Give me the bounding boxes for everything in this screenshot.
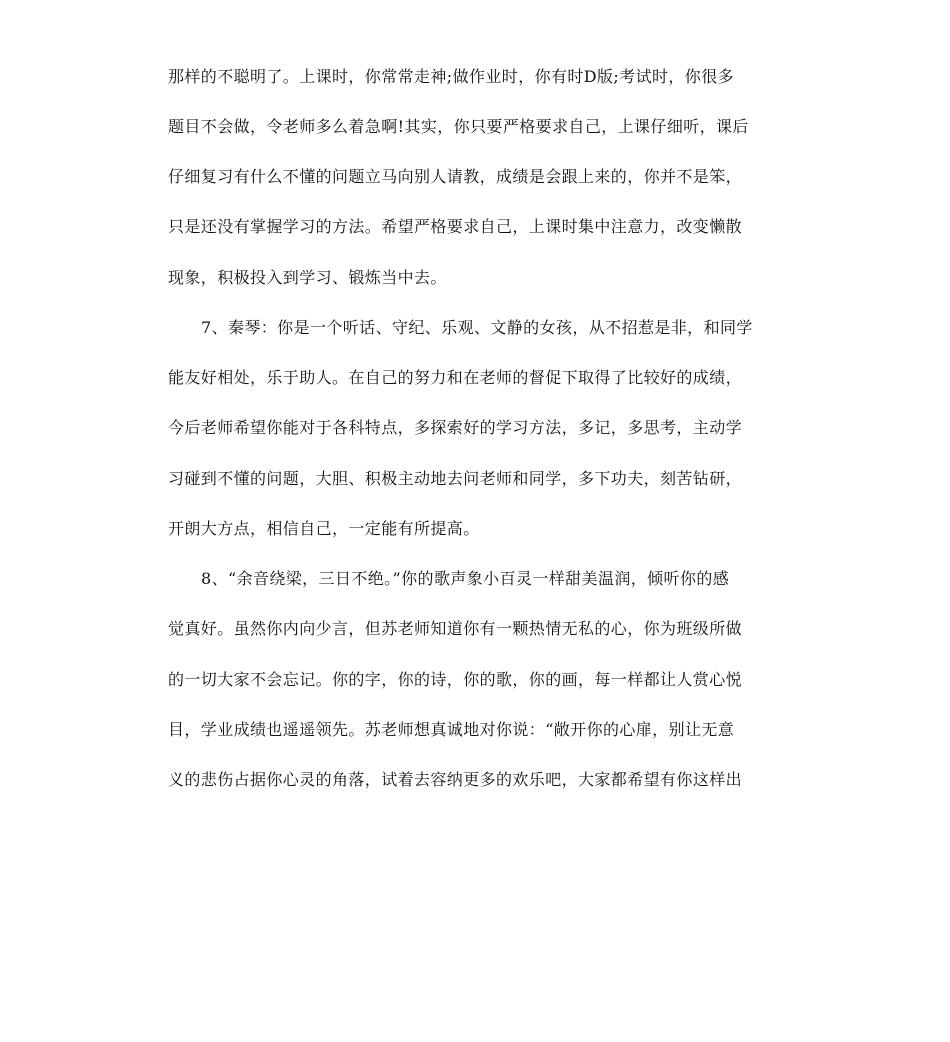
text-line: 那样的不聪明了。上课时，你常常走神;做作业时，你有时D版;考试时，你很多	[168, 67, 735, 86]
text-line: 习碰到不懂的问题，大胆、积极主动地去问老师和同学，多下功夫，刻苦钻研，	[168, 469, 743, 488]
text-line: 开朗大方点，相信自己，一定能有所提高。	[168, 519, 480, 538]
text-line: 的一切大家不会忘记。你的字，你的诗，你的歌，你的画，每一样都让人赏心悦	[168, 670, 743, 689]
text-line: 目，学业成绩也遥遥领先。苏老师想真诚地对你说：“敞开你的心扉，别让无意	[168, 720, 735, 739]
paragraph-start-line: 8、“余音绕梁，三日不绝。”你的歌声象小百灵一样甜美温润，倾听你的感	[201, 569, 730, 588]
paragraph-start-line: 7、秦琴：你是一个听话、守纪、乐观、文静的女孩，从不招惹是非，和同学	[201, 318, 753, 337]
text-line: 仔细复习有什么不懂的问题立马向别人请教，成绩是会跟上来的，你并不是笨，	[168, 167, 743, 186]
text-line: 现象，积极投入到学习、锻炼当中去。	[168, 268, 447, 287]
text-line: 题目不会做，令老师多么着急啊!其实，你只要严格要求自己，上课仔细听，课后	[168, 117, 749, 136]
text-line: 只是还没有掌握学习的方法。希望严格要求自己，上课时集中注意力，改变懒散	[168, 217, 743, 236]
text-line: 能友好相处，乐于助人。在自己的努力和在老师的督促下取得了比较好的成绩，	[168, 368, 743, 387]
text-line: 义的悲伤占据你心灵的角落，试着去容纳更多的欢乐吧，大家都希望有你这样出	[168, 770, 743, 789]
text-line: 觉真好。虽然你内向少言，但苏老师知道你有一颗热情无私的心，你为班级所做	[168, 619, 743, 638]
text-line: 今后老师希望你能对于各科特点，多探索好的学习方法，多记，多思考，主动学	[168, 418, 743, 437]
